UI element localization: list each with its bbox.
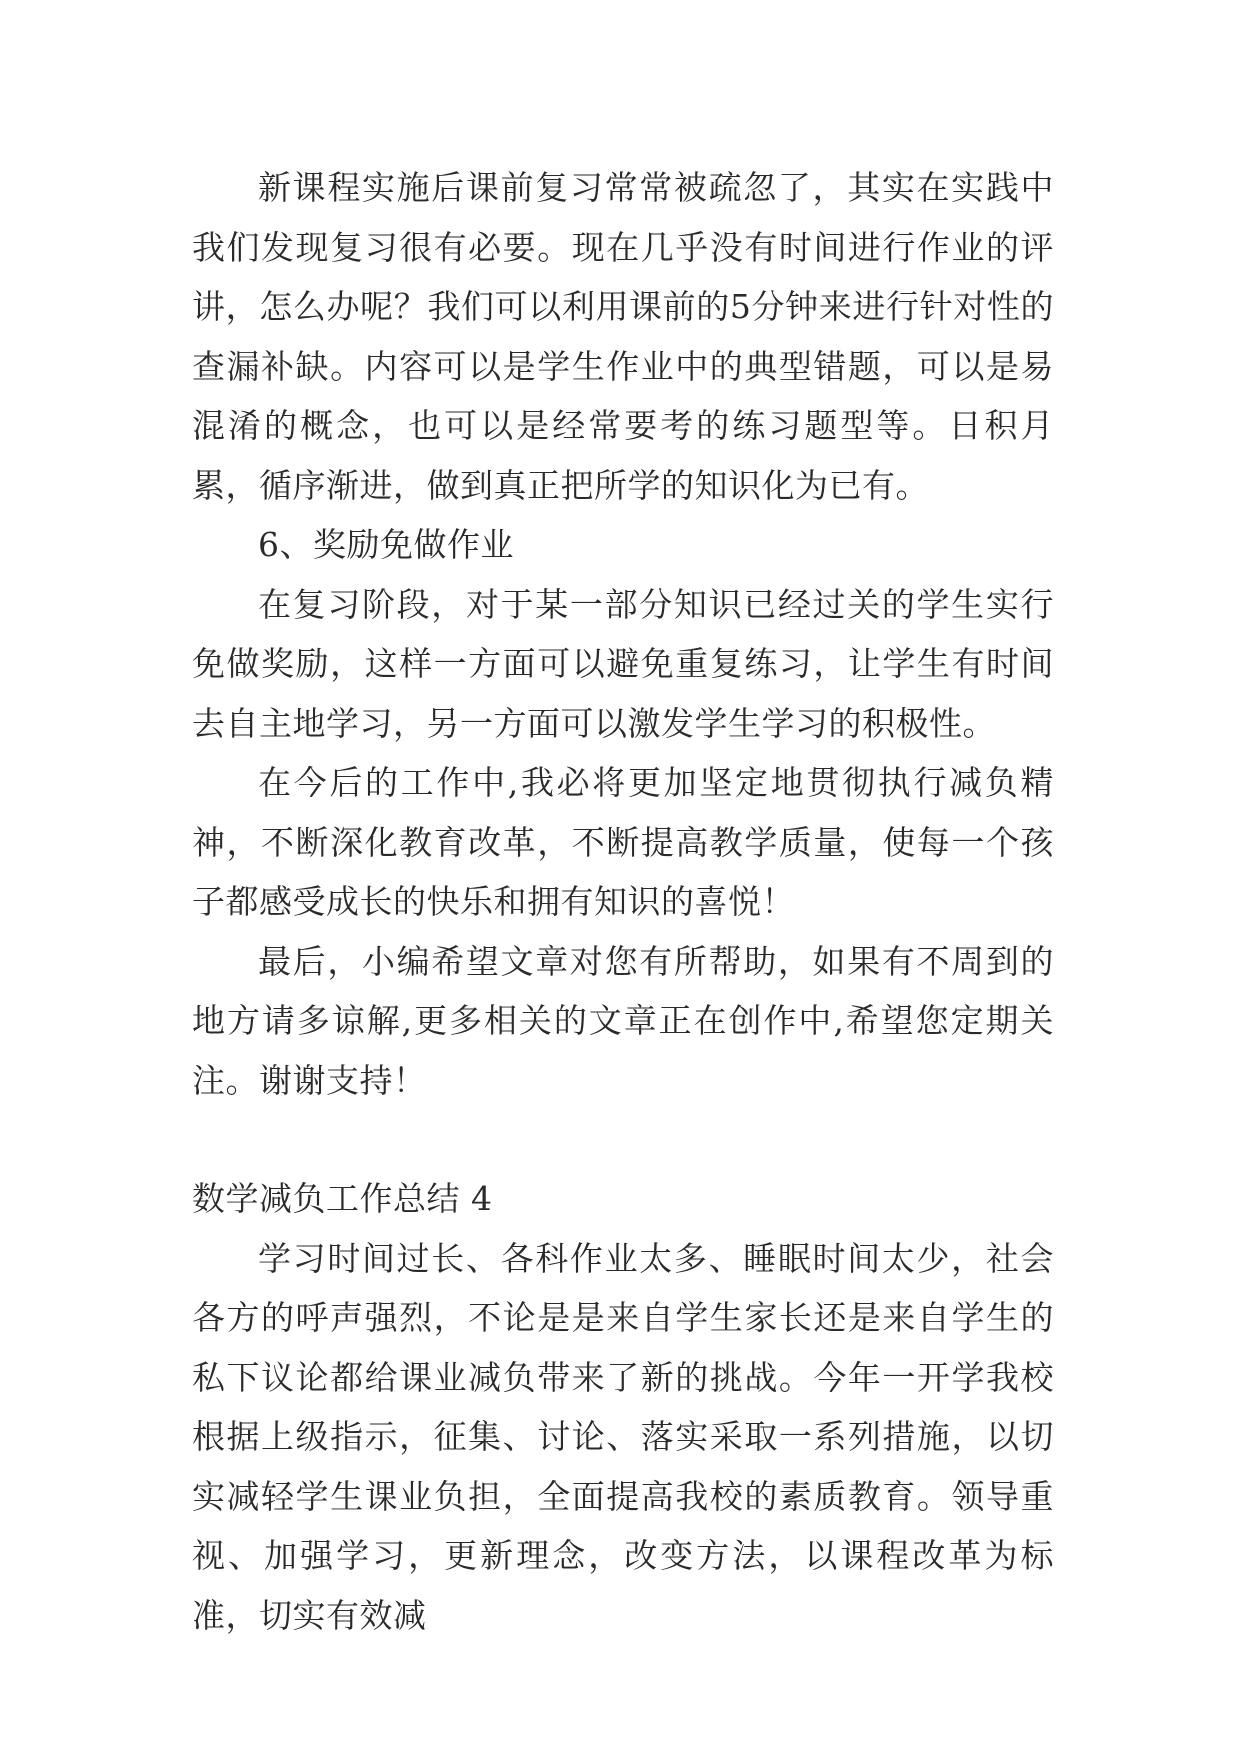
heading-reward-exemption: 6、奖励免做作业 (258, 525, 514, 564)
paragraph-future-work: 在今后的工作中,我必将更加坚定地贯彻执行减负精神，不断深化教育改革，不断提高教学质量，使每一个孩子都感受成长的快乐和拥有知识的喜悦！ (192, 763, 1054, 921)
paragraph-review: 新课程实施后课前复习常常被疏忽了，其实在实践中我们发现复习很有必要。现在几乎没有时间进行作业的评讲，怎么办呢？我们可以利用课前的5分钟来进行针对性的查漏补缺。内容可以是学生作业中的典型错题，可以是易混淆的概念，也可以是经常要考的练习题型等。日积月累，循序渐进，做到真正把所学的知识化为已有。 (192, 168, 1054, 505)
paragraph-exemption: 在复习阶段，对于某一部分知识已经过关的学生实行免做奖励，这样一方面可以避免重复练习，让学生有时间去自主地学习，另一方面可以激发学生学习的积极性。 (192, 584, 1054, 743)
paragraph-burden: 学习时间过长、各科作业太多、睡眠时间太少，社会各方的呼声强烈，不论是是来自学生家长还是来自学生的私下议论都给课业减负带来了新的挑战。今年一开学我校根据上级指示，征集、讨论、落实采取一系列措施，以切实减轻学生课业负担，全面提高我校的素质教育。领导重视、加强学习，更新理念，改变方法，以课程改革为标准，切实有效减 (192, 1238, 1054, 1635)
section-title: 数学减负工作总结 4 (192, 1179, 493, 1218)
document-body (192, 158, 1054, 1645)
paragraph-closing: 最后，小编希望文章对您有所帮助，如果有不周到的地方请多谅解,更多相关的文章正在创作中,希望您定期关注。谢谢支持！ (192, 941, 1054, 1100)
section-gap (192, 1110, 1054, 1169)
